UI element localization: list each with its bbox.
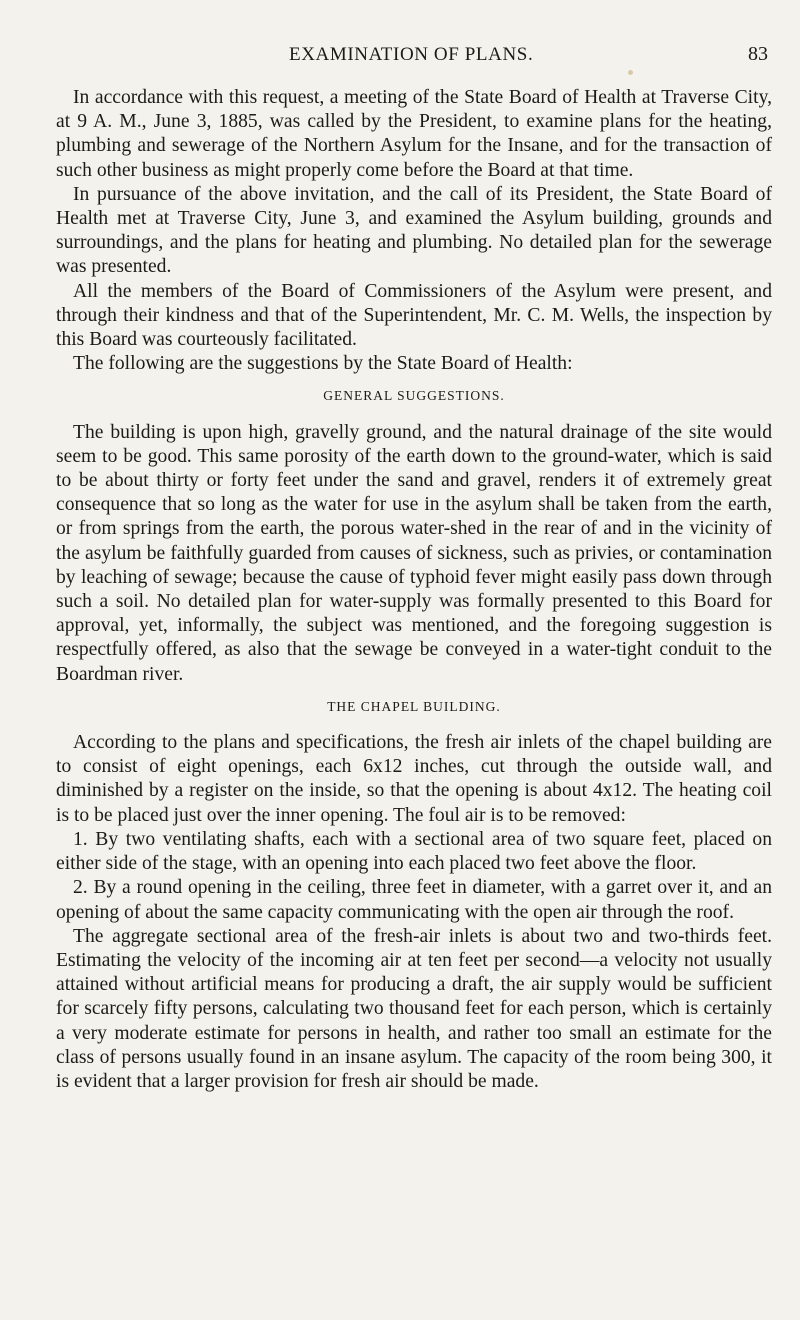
page-number: 83 bbox=[748, 43, 768, 65]
heading-general-suggestions: GENERAL SUGGESTIONS. bbox=[323, 388, 505, 404]
list-item-ceiling-opening: 2. By a round opening in the ceiling, three feet in diameter, with a garret over it, and an opening of about the same capacity communicating with the open air through the roof. bbox=[56, 877, 772, 923]
heading-chapel-building: THE CHAPEL BUILDING. bbox=[327, 698, 501, 714]
paragraph-chapel-inlets: According to the plans and specifications, the fresh air inlets of the chapel building are to consist of eight openings, each 6x12 inches, cut through the outside wall, and diminished by a register on the inside, so that the opening is about 4x12. The heating coil is to be placed just over the inner opening. The foul air is to be removed: bbox=[56, 732, 772, 826]
paragraph-meeting-call: In accordance with this request, a meeting of the State Board of Health at Traverse City, at 9 A. M., June 3, 1885, was called by the President, to examine plans for the heating, plumbing and sewerage of the Northern Asylum for the Insane, and for the transaction of such other business as might properly come before the Board at that time. bbox=[56, 87, 772, 181]
paragraph-inspection: In pursuance of the above invitation, and the call of its President, the State Board of Health met at Traverse City, June 3, and examined the Asylum building, grounds and surroundings, and the plans for heating and plumbing. No detailed plan for the sewerage was presented. bbox=[56, 183, 772, 278]
paper-speck bbox=[628, 70, 633, 75]
paragraph-commissioners: All the members of the Board of Commissioners of the Asylum were present, and through their kindness and that of the Superintendent, Mr. C. M. Wells, the inspection by this Board was courteously facilitated. bbox=[56, 280, 772, 351]
running-head: EXAMINATION OF PLANS. bbox=[289, 44, 534, 65]
paragraph-air-supply: The aggregate sectional area of the fresh-air inlets is about two and two-thirds feet. Estimating the velocity of the incoming air at ten feet per second—a velocity not usually attained without artificial means for producing a draft, the air supply would be sufficient for scarcely fifty persons, calculating two thousand feet for each person, which is certainly a very moderate estimate for persons in health, and rather too small an estimate for the class of persons usually found in an insane asylum. The capacity of the room being 300, it is evident that a larger provision for fresh air should be made. bbox=[56, 925, 772, 1092]
body-text bbox=[56, 86, 772, 1094]
list-item-ventilating-shafts: 1. By two ventilating shafts, each with a sectional area of two square feet, placed on either side of the stage, with an opening into each placed two feet above the floor. bbox=[56, 828, 772, 875]
paragraph-suggestions-intro: The following are the suggestions by the State Board of Health: bbox=[73, 353, 573, 375]
paragraph-drainage: The building is upon high, gravelly ground, and the natural drainage of the site would seem to be good. This same porosity of the earth down to the ground-water, which is said to be about thirty or forty feet under the sand and gravel, renders it of extremely great consequence that so long as the water for use in the asylum shall be taken from the earth, or from springs from the earth, the porous water-shed in the rear of and in the vicinity of the asylum be faithfully guarded from causes of sickness, such as privies, or contamination by leaching of sewage; because the cause of typhoid fever might easily pass down through such a soil. No detailed plan for water-supply was formally presented to this Board for approval, yet, informally, the subject was mentioned, and the foregoing suggestion is respectfully offered, as also that the sewage be conveyed in a water-tight conduit to the Boardman river. bbox=[56, 421, 772, 685]
